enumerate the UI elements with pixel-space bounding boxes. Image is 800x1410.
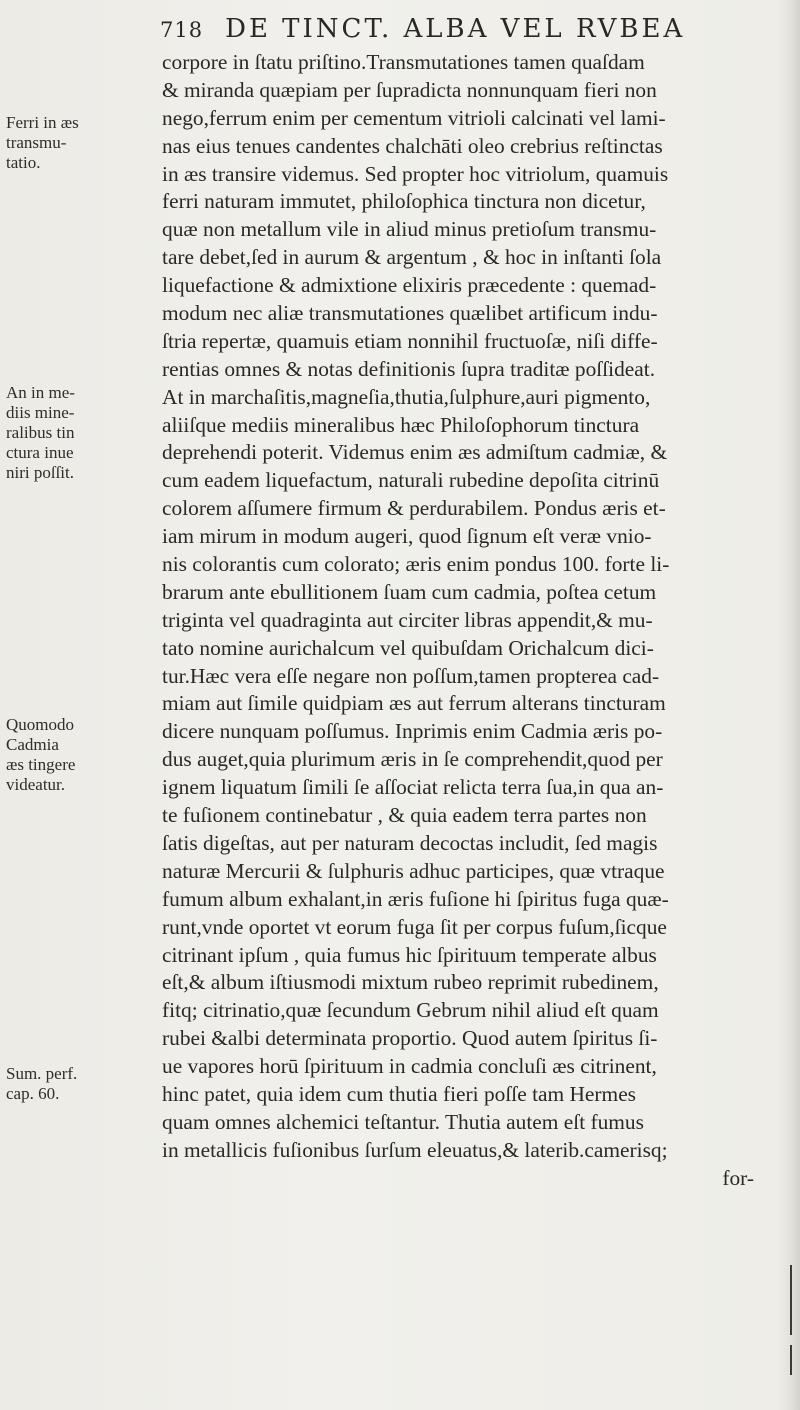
margin-note-summa (6, 1064, 156, 1104)
text-line: ignem liquatum ſimili ſe aſſociat relicta terra ſua,in qua an- (162, 775, 664, 800)
page-header (160, 14, 780, 50)
margin-note-line: Ferri in æs (6, 113, 79, 132)
margin-note-line: Sum. perf. (6, 1064, 78, 1083)
text-line: dicere nunquam poſſumus. Inprimis enim Cadmia æris po- (162, 719, 663, 744)
text-line: eſt,& album iſtiusmodi mixtum rubeo reprimit rubedinem, (162, 970, 659, 995)
text-line: tare debet,ſed in aurum & argentum , & hoc in inſtanti ſola (162, 245, 662, 270)
text-line: liquefactione & admixtione elixiris præcedente : quemad- (162, 273, 657, 298)
margin-note-line: niri poſſit. (6, 463, 74, 482)
text-line: triginta vel quadraginta aut circiter libras appendit,& mu- (162, 607, 653, 632)
margin-note-line: ralibus tin (6, 423, 75, 442)
text-line: iam mirum in modum augeri, quod ſignum eſt veræ vnio- (162, 524, 652, 549)
text-line: in metallicis fuſionibus ſurſum eleuatus,& laterib.camerisq; (162, 1137, 668, 1162)
text-line: fitq; citrinatio,quæ ſecundum Gebrum nihil aliud eſt quam (162, 998, 659, 1023)
margin-note-mineralibus (6, 383, 156, 483)
margin-note-line: ctura inue (6, 443, 74, 462)
text-line: nis colorantis cum colorato; æris enim pondus 100. forte li- (162, 552, 670, 577)
text-line: fumum album exhalant,in æris fuſione hi ſpiritus fuga quæ- (162, 886, 669, 911)
text-line: tur.Hæc vera eſſe negare non poſſum,tamen propterea cad- (162, 663, 660, 688)
text-line: dus auget,quia plurimum æris in ſe comprehendit,quod per (162, 747, 663, 772)
text-line: modum nec aliæ transmutationes quælibet artificum indu- (162, 301, 658, 326)
text-line: rubei &albi determinata proportio. Quod autem ſpiritus ſi- (162, 1026, 658, 1051)
text-line: brarum ante ebullitionem ſuam cum cadmia, poſtea cetum (162, 579, 657, 604)
text-line: quam omnes alchemici teſtantur. Thutia autem eſt fumus (162, 1109, 644, 1134)
text-line: te fuſionem continebatur , & quia eadem terra partes non (162, 803, 647, 828)
text-line: runt,vnde oportet vt eorum fuga ſit per corpus fuſum,ſicque (162, 914, 667, 939)
page-edge-shadow (778, 0, 800, 1410)
catchword: for- (722, 1165, 754, 1190)
text-line: ſatis digeſtas, aut per naturam decoctas includit, ſed magis (162, 830, 658, 855)
text-line: At in marchaſitis,magneſia,thutia,ſulphure,auri pigmento, (162, 384, 651, 409)
text-line: nego,ferrum enim per cementum vitrioli calcinati vel lami- (162, 105, 666, 130)
text-line: in æs transire videmus. Sed propter hoc vitriolum, quamuis (162, 161, 669, 186)
text-line: deprehendi poterit. Videmus enim æs admiſtum cadmiæ, & (162, 440, 668, 465)
margin-note-line: cap. 60. (6, 1084, 60, 1103)
text-line: quæ non metallum vile in aliud minus pretioſum transmu- (162, 217, 657, 242)
text-line: corpore in ſtatu priſtino.Transmutationes tamen quaſdam (162, 50, 645, 74)
text-line: ue vapores horū ſpirituum in cadmia concluſi æs citrinent, (162, 1054, 657, 1079)
text-line: miam aut ſimile quidpiam æs aut ferrum alterans tincturam (162, 691, 666, 716)
margin-note-line: Cadmia (6, 735, 59, 754)
margin-note-ferri (6, 113, 156, 173)
margin-note-line: videatur. (6, 775, 66, 794)
margin-note-line: Quomodo (6, 715, 74, 734)
ink-mark (790, 1345, 792, 1375)
text-line: ferri naturam immutet, philoſophica tinctura non dicetur, (162, 189, 646, 214)
margin-note-line: æs tingere (6, 755, 76, 774)
text-line: tato nomine aurichalcum vel quibuſdam Orichalcum dici- (162, 635, 654, 660)
text-line: ſtria repertæ, quamuis etiam nonnihil fructuoſæ, niſi diffe- (162, 328, 658, 353)
margin-note-cadmia (6, 715, 156, 795)
text-line: colorem aſſumere firmum & perdurabilem. Pondus æris et- (162, 496, 666, 521)
ink-mark (790, 1265, 792, 1335)
page-number: 718 (160, 18, 204, 42)
text-line: naturæ Mercurii & ſulphuris adhuc participes, quæ vtraque (162, 858, 665, 883)
text-line: citrinant ipſum , quia fumus hic ſpirituum temperate albus (162, 942, 657, 967)
text-line: nas eius tenues candentes chalchāti oleo crebrius reſtinctas (162, 133, 663, 158)
margin-note-line: transmu- (6, 133, 67, 152)
margin-note-line: diis mine- (6, 403, 75, 422)
text-line: hinc patet, quia idem cum thutia fieri poſſe tam Hermes (162, 1081, 637, 1106)
margin-note-line: An in me- (6, 383, 75, 402)
main-text-block (162, 49, 762, 1193)
text-line: aliiſque mediis mineralibus hæc Philoſophorum tinctura (162, 412, 640, 437)
text-line: rentias omnes & notas definitionis ſupra traditæ poſſideat. (162, 356, 656, 381)
running-title: DE TINCT. ALBA VEL RVBEA (225, 14, 686, 44)
margin-note-line: tatio. (6, 153, 41, 172)
text-line: & miranda quæpiam per ſupradicta nonnunquam fieri non (162, 77, 657, 102)
text-line: cum eadem liquefactum, naturali rubedine depoſita citrinū (162, 468, 660, 493)
